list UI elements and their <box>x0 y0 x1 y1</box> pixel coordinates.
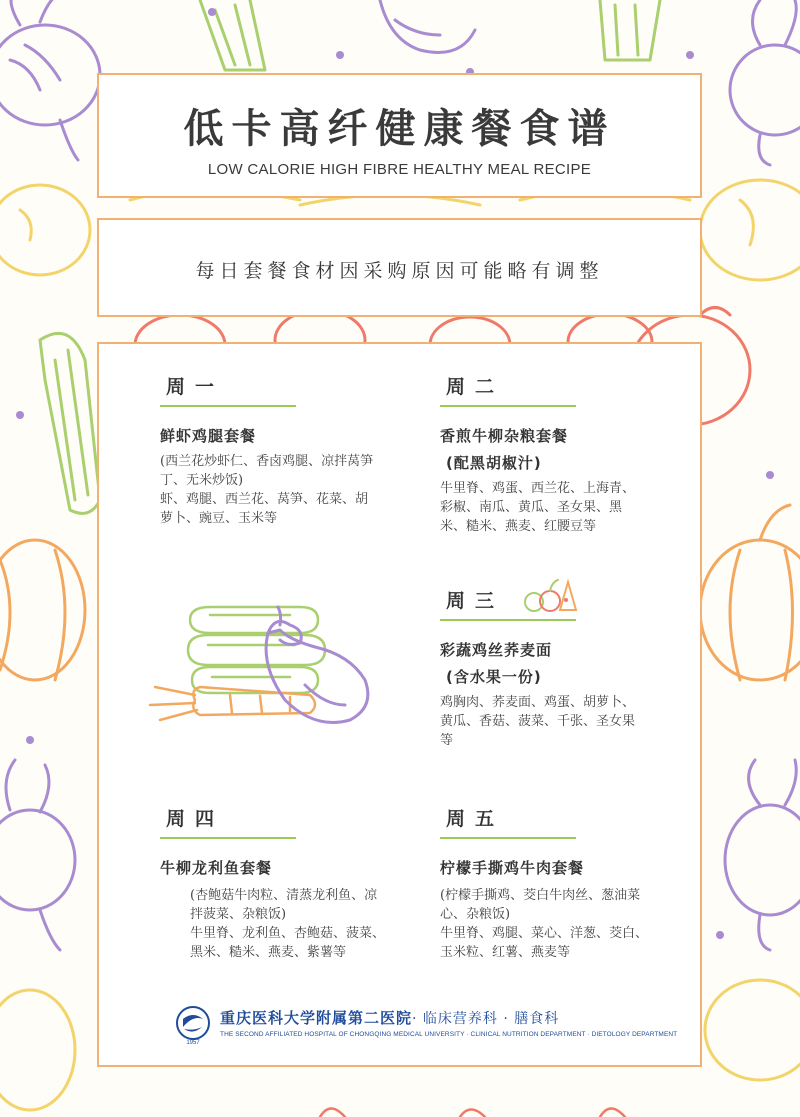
meal-dishes-thursday: (杏鲍菇牛肉粒、清蒸龙利鱼、凉拌菠菜、杂粮饭) <box>190 888 378 922</box>
meal-note-wednesday: (含水果一份) <box>446 668 542 686</box>
fruit-doodle-icon <box>522 576 580 614</box>
beet-doodle-top-right <box>730 0 800 165</box>
meal-ingredients-thursday: 牛里脊、龙利鱼、杏鲍菇、菠菜、黑米、糙米、燕麦、紫薯等 <box>190 926 386 960</box>
footer <box>172 1005 678 1045</box>
meal-name-monday: 鲜虾鸡腿套餐 <box>160 427 257 445</box>
meal-dishes-monday: (西兰花炒虾仁、香卤鸡腿、凉拌莴笋丁、无米炒饭) <box>160 454 374 488</box>
cucumber-doodle-left <box>40 333 100 513</box>
meal-ingredients-monday: 虾、鸡腿、西兰花、莴笋、花菜、胡萝卜、豌豆、玉米等 <box>160 492 369 526</box>
notice-text: 每日套餐食材因采购原因可能略有调整 <box>195 260 604 282</box>
meal-name-tuesday: 香煎牛柳杂粮套餐 <box>440 427 569 445</box>
day-label-wednesday: 周三 <box>440 586 576 621</box>
meal-name-thursday: 牛柳龙利鱼套餐 <box>160 859 273 877</box>
day-monday <box>160 372 375 528</box>
beet-doodle-top-left <box>0 0 100 160</box>
notice-panel <box>97 218 702 317</box>
beet-doodle-top-center <box>380 0 475 53</box>
meal-name-wednesday: 彩蔬鸡丝荞麦面 <box>440 641 553 659</box>
footer-english-name: THE SECOND AFFILIATED HOSPITAL OF CHONGQING MEDICAL UNIVERSITY · CLINICAL NUTRITION DEPARTMENT · DIETOLOGY DEPARTMENT <box>220 1031 678 1038</box>
meal-dishes-friday: (柠檬手撕鸡、茭白牛肉丝、葱油菜心、杂粮饭) <box>440 888 641 922</box>
meal-note-tuesday: (配黑胡椒汁) <box>446 454 542 472</box>
footer-hospital-name <box>220 1007 559 1028</box>
meal-ingredients-tuesday: 牛里脊、鸡蛋、西兰花、上海青、彩椒、南瓜、黄瓜、圣女果、黑米、糙米、燕麦、红腰豆等 <box>440 481 636 534</box>
bottom-doodles <box>320 1109 625 1117</box>
day-thursday <box>160 804 390 962</box>
page-subtitle: LOW CALORIE HIGH FIBRE HEALTHY MEAL RECIPE <box>207 161 592 178</box>
day-label-thursday: 周四 <box>160 804 296 839</box>
meal-name-friday: 柠檬手撕鸡牛肉套餐 <box>440 859 585 877</box>
day-friday <box>440 804 650 962</box>
hospital-logo-icon <box>172 1005 214 1045</box>
logo-year: 1957 <box>186 1040 200 1045</box>
vegetables-illustration <box>140 595 380 735</box>
meal-ingredients-wednesday: 鸡胸肉、荞麦面、鸡蛋、胡萝卜、黄瓜、香菇、菠菜、千张、圣女果等 <box>440 695 636 748</box>
page-title: 低卡高纤健康餐食谱 <box>183 105 616 152</box>
day-label-monday: 周一 <box>160 372 296 407</box>
day-tuesday <box>440 372 640 536</box>
day-label-friday: 周五 <box>440 804 576 839</box>
department-names: · 临床营养科 · 膳食科 <box>412 1011 560 1027</box>
zucchini-stack-icon <box>188 607 325 693</box>
hospital-name: 重庆医科大学附属第二医院 <box>220 1009 413 1027</box>
title-panel <box>97 73 702 198</box>
day-label-tuesday: 周二 <box>440 372 576 407</box>
meal-ingredients-friday: 牛里脊、鸡腿、菜心、洋葱、茭白、玉米粒、红薯、燕麦等 <box>440 926 649 960</box>
